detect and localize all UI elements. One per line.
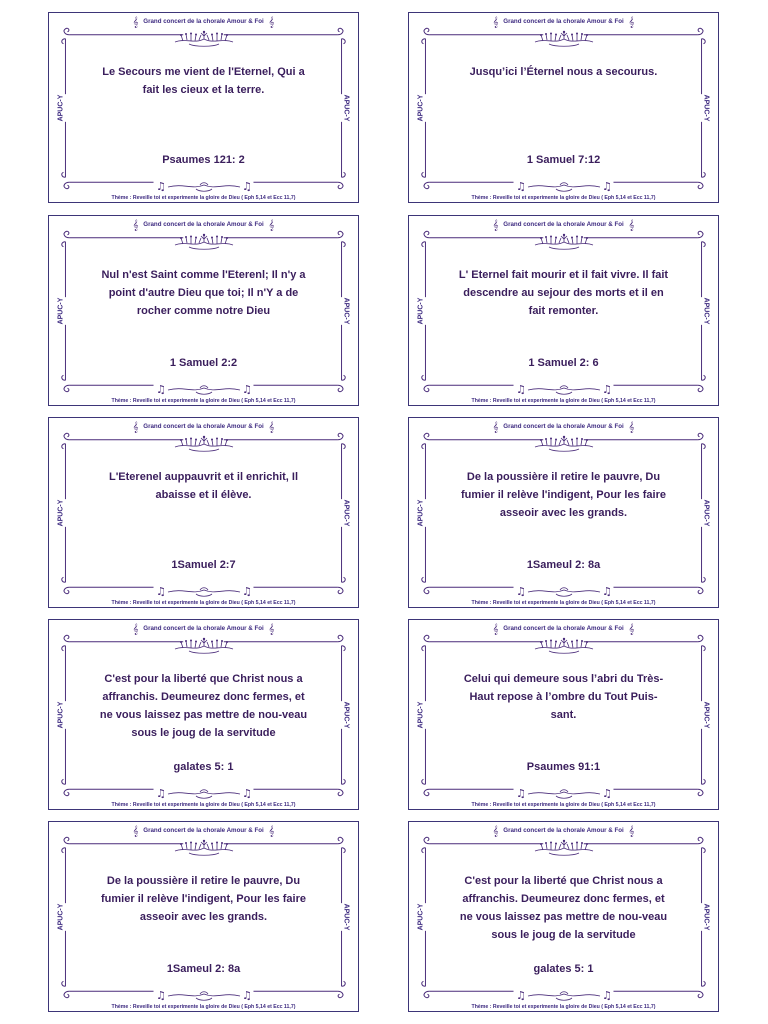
- side-label-right: APUC-Y: [702, 701, 710, 728]
- verse-text: Le Secours me vient de l'Eternel, Qui a fait les cieux et la terre.: [102, 66, 305, 96]
- verse-text: C'est pour la liberté que Christ nous a affranchis. Deumeurez donc fermes, et ne vous laissez pas mettre de nou-veau sous le joug de la servitude: [99, 673, 308, 739]
- card-header: [409, 422, 718, 433]
- verse-card: [408, 821, 719, 1012]
- concert-title: Grand concert de la chorale Amour & Foi: [143, 423, 264, 430]
- concert-title: Grand concert de la chorale Amour & Foi: [143, 625, 264, 632]
- side-label-right: APUC-Y: [342, 701, 350, 728]
- theme-line: Thème : Reveille toi et experimente la gloire de Dieu ( Eph 5,14 et Ecc 11,7): [471, 195, 656, 201]
- music-notes-ornament-icon: [154, 988, 254, 1002]
- concert-title: Grand concert de la chorale Amour & Foi: [503, 625, 624, 632]
- treble-clef-icon: 𝄞: [268, 826, 275, 837]
- floral-ornament-icon: [533, 839, 595, 857]
- treble-clef-icon: 𝄞: [132, 220, 139, 231]
- concert-title: Grand concert de la chorale Amour & Foi: [503, 423, 624, 430]
- music-notes-ornament-icon: [514, 179, 614, 193]
- concert-title: Grand concert de la chorale Amour & Foi: [503, 18, 624, 25]
- floral-ornament-icon: [533, 30, 595, 48]
- side-label-left: APUC-Y: [417, 903, 425, 930]
- treble-clef-icon: 𝄞: [132, 17, 139, 28]
- theme-line: Thème : Reveille toi et experimente la gloire de Dieu ( Eph 5,14 et Ecc 11,7): [471, 600, 656, 606]
- card-header: [409, 624, 718, 635]
- treble-clef-icon: 𝄞: [268, 624, 275, 635]
- card-header: [409, 826, 718, 837]
- verse-reference: Psaumes 121: 2: [162, 154, 245, 166]
- side-label-right: APUC-Y: [342, 499, 350, 526]
- verse-text: Nul n'est Saint comme l'Eterenl; Il n'y a point d'autre Dieu que toi; Il n'Y a de rocher comme notre Dieu: [101, 269, 306, 317]
- theme-line: Thème : Reveille toi et experimente la gloire de Dieu ( Eph 5,14 et Ecc 11,7): [111, 600, 296, 606]
- verse-text: L' Eternel fait mourir et il fait vivre. Il fait descendre au sejour des morts et il en fait remonter.: [458, 269, 669, 317]
- side-label-right: APUC-Y: [342, 903, 350, 930]
- treble-clef-icon: 𝄞: [628, 17, 635, 28]
- treble-clef-icon: 𝄞: [628, 422, 635, 433]
- floral-ornament-icon: [533, 233, 595, 251]
- card-header: [409, 17, 718, 28]
- verse-card: [408, 417, 719, 608]
- side-label-right: APUC-Y: [702, 94, 710, 121]
- verse-card: [408, 215, 719, 406]
- side-label-left: APUC-Y: [57, 297, 65, 324]
- treble-clef-icon: 𝄞: [268, 422, 275, 433]
- floral-ornament-icon: [533, 435, 595, 453]
- music-notes-ornament-icon: [154, 179, 254, 193]
- floral-ornament-icon: [173, 839, 235, 857]
- concert-title: Grand concert de la chorale Amour & Foi: [143, 827, 264, 834]
- card-header: [49, 624, 358, 635]
- concert-title: Grand concert de la chorale Amour & Foi: [143, 221, 264, 228]
- verse-card: [48, 12, 359, 203]
- treble-clef-icon: 𝄞: [132, 422, 139, 433]
- verse-reference: 1Sameul 2: 8a: [166, 963, 241, 975]
- side-label-right: APUC-Y: [702, 297, 710, 324]
- side-label-right: APUC-Y: [702, 499, 710, 526]
- verse-card: [48, 619, 359, 810]
- floral-ornament-icon: [173, 233, 235, 251]
- verse-text: L'Eterenel auppauvrit et il enrichit, Il abaisse et il élève.: [108, 471, 299, 501]
- treble-clef-icon: 𝄞: [628, 624, 635, 635]
- verse-text: De la poussière il retire le pauvre, Du fumier il relève l'indigent, Pour les faire asseoir avec les grands.: [101, 875, 306, 923]
- verse-reference: galates 5: 1: [173, 761, 234, 773]
- card-header: [49, 17, 358, 28]
- theme-line: Thème : Reveille toi et experimente la gloire de Dieu ( Eph 5,14 et Ecc 11,7): [111, 398, 296, 404]
- side-label-left: APUC-Y: [417, 297, 425, 324]
- treble-clef-icon: 𝄞: [492, 220, 499, 231]
- music-notes-ornament-icon: [154, 786, 254, 800]
- theme-line: Thème : Reveille toi et experimente la gloire de Dieu ( Eph 5,14 et Ecc 11,7): [111, 1004, 296, 1010]
- music-notes-ornament-icon: [154, 584, 254, 598]
- treble-clef-icon: 𝄞: [492, 422, 499, 433]
- verse-card: [408, 619, 719, 810]
- card-header: [49, 422, 358, 433]
- music-notes-ornament-icon: [514, 382, 614, 396]
- card-header: [49, 220, 358, 231]
- floral-ornament-icon: [533, 637, 595, 655]
- treble-clef-icon: 𝄞: [132, 826, 139, 837]
- side-label-left: APUC-Y: [57, 499, 65, 526]
- theme-line: Thème : Reveille toi et experimente la gloire de Dieu ( Eph 5,14 et Ecc 11,7): [471, 802, 656, 808]
- verse-reference: 1Samuel 2:7: [171, 559, 236, 571]
- treble-clef-icon: 𝄞: [492, 826, 499, 837]
- side-label-left: APUC-Y: [57, 701, 65, 728]
- theme-line: Thème : Reveille toi et experimente la gloire de Dieu ( Eph 5,14 et Ecc 11,7): [111, 195, 296, 201]
- treble-clef-icon: 𝄞: [268, 17, 275, 28]
- treble-clef-icon: 𝄞: [132, 624, 139, 635]
- concert-title: Grand concert de la chorale Amour & Foi: [503, 827, 624, 834]
- side-label-right: APUC-Y: [342, 94, 350, 121]
- concert-title: Grand concert de la chorale Amour & Foi: [143, 18, 264, 25]
- treble-clef-icon: 𝄞: [492, 624, 499, 635]
- floral-ornament-icon: [173, 30, 235, 48]
- floral-ornament-icon: [173, 637, 235, 655]
- side-label-left: APUC-Y: [417, 94, 425, 121]
- treble-clef-icon: 𝄞: [268, 220, 275, 231]
- floral-ornament-icon: [173, 435, 235, 453]
- card-header: [409, 220, 718, 231]
- verse-text: De la poussière il retire le pauvre, Du fumier il relève l'indigent, Pour les faire asseoir avec les grands.: [461, 471, 666, 519]
- side-label-left: APUC-Y: [57, 903, 65, 930]
- verse-reference: galates 5: 1: [533, 963, 594, 975]
- card-header: [49, 826, 358, 837]
- treble-clef-icon: 𝄞: [492, 17, 499, 28]
- concert-title: Grand concert de la chorale Amour & Foi: [503, 221, 624, 228]
- verse-text: C'est pour la liberté que Christ nous a affranchis. Deumeurez donc fermes, et ne vous laissez pas mettre de nou-veau sous le joug de la servitude: [459, 875, 668, 941]
- music-notes-ornament-icon: [514, 988, 614, 1002]
- treble-clef-icon: 𝄞: [628, 220, 635, 231]
- verse-reference: Psaumes 91:1: [526, 761, 601, 773]
- verse-reference: 1 Samuel 2: 6: [528, 357, 599, 369]
- verse-card: [48, 821, 359, 1012]
- music-notes-ornament-icon: [514, 786, 614, 800]
- side-label-left: APUC-Y: [417, 499, 425, 526]
- verse-reference: 1Sameul 2: 8a: [526, 559, 601, 571]
- theme-line: Thème : Reveille toi et experimente la gloire de Dieu ( Eph 5,14 et Ecc 11,7): [471, 1004, 656, 1010]
- verse-text: Jusqu’ici l’Éternel nous a secourus.: [469, 66, 658, 78]
- treble-clef-icon: 𝄞: [628, 826, 635, 837]
- side-label-right: APUC-Y: [342, 297, 350, 324]
- theme-line: Thème : Reveille toi et experimente la gloire de Dieu ( Eph 5,14 et Ecc 11,7): [111, 802, 296, 808]
- side-label-left: APUC-Y: [417, 701, 425, 728]
- side-label-left: APUC-Y: [57, 94, 65, 121]
- theme-line: Thème : Reveille toi et experimente la gloire de Dieu ( Eph 5,14 et Ecc 11,7): [471, 398, 656, 404]
- verse-card: [408, 12, 719, 203]
- verse-reference: 1 Samuel 2:2: [169, 357, 238, 369]
- music-notes-ornament-icon: [514, 584, 614, 598]
- verse-card: [48, 417, 359, 608]
- side-label-right: APUC-Y: [702, 903, 710, 930]
- verse-reference: 1 Samuel 7:12: [526, 154, 601, 166]
- music-notes-ornament-icon: [154, 382, 254, 396]
- verse-card: [48, 215, 359, 406]
- verse-text: Celui qui demeure sous l’abri du Très-Haut repose à l’ombre du Tout Puis-sant.: [463, 673, 664, 721]
